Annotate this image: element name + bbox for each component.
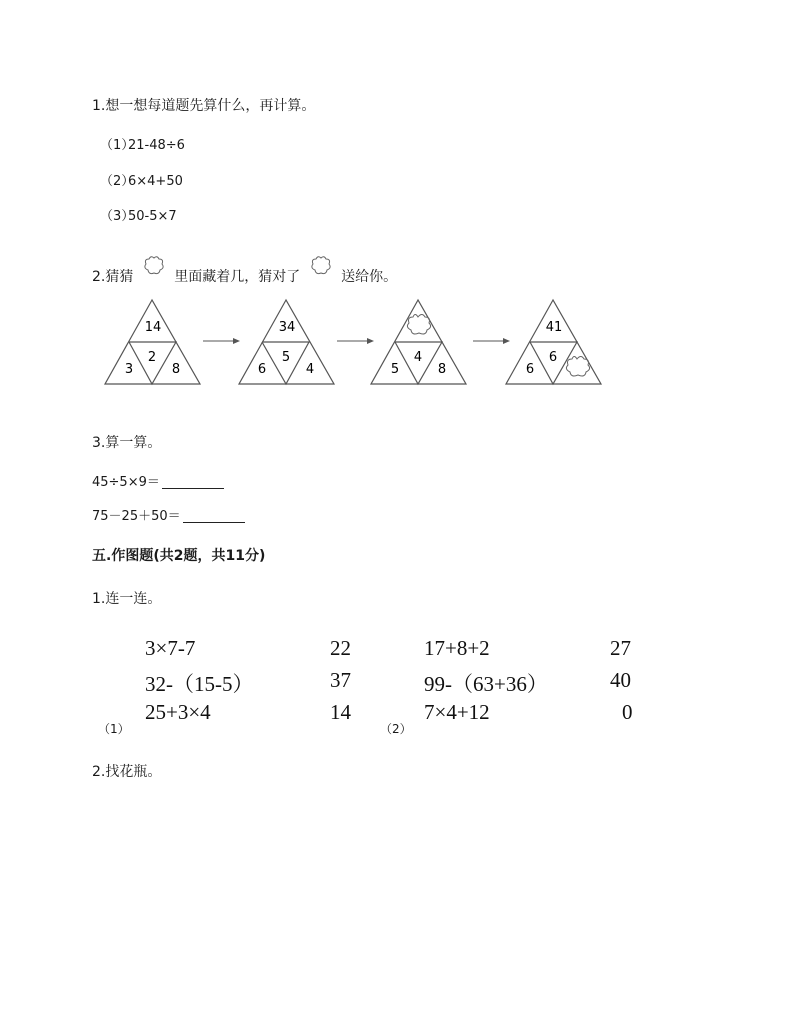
triangle-3-left: 5 bbox=[390, 362, 400, 377]
number-triangle-2 bbox=[239, 300, 334, 384]
q2-title-part-c: 送给你。 bbox=[341, 269, 398, 285]
q3-expr: 75－25＋50＝ bbox=[92, 509, 181, 524]
s5-q1-title: 1.连一连。 bbox=[92, 591, 162, 607]
match-expr[interactable]: 25+3×4 bbox=[145, 700, 211, 724]
q1-item-2 bbox=[100, 170, 183, 189]
q2-title-part-a: 2.猜猜 bbox=[92, 269, 134, 285]
triangle-1-center: 2 bbox=[147, 350, 157, 365]
q1-item-1 bbox=[100, 134, 185, 153]
arrow-icon bbox=[473, 338, 510, 344]
q1-item-expr: 6×4+50 bbox=[128, 174, 183, 189]
q3-line-2 bbox=[92, 505, 245, 524]
q1-item-expr: 50-5×7 bbox=[128, 209, 177, 224]
q2-title bbox=[92, 255, 397, 286]
answer-blank[interactable] bbox=[162, 474, 224, 489]
group-2-label: （2） bbox=[380, 722, 412, 736]
number-triangle-3 bbox=[371, 300, 466, 384]
triangle-puzzle-diagram bbox=[100, 295, 620, 390]
triangle-2-right: 4 bbox=[305, 362, 315, 377]
triangle-2-left: 6 bbox=[257, 362, 267, 377]
q1-item-expr: 21-48÷6 bbox=[128, 138, 185, 153]
q3-expr: 45÷5×9＝ bbox=[92, 475, 160, 490]
section-5-title: 五.作图题(共2题，共11分) bbox=[92, 548, 266, 564]
match-expr[interactable]: 32-（15-5） bbox=[145, 672, 254, 696]
triangle-1-top: 14 bbox=[144, 320, 162, 335]
arrow-icon bbox=[337, 338, 374, 344]
q1-item-label: （3） bbox=[100, 209, 135, 224]
triangle-4-center: 6 bbox=[548, 350, 558, 365]
flower-icon bbox=[566, 357, 589, 377]
match-answer[interactable]: 14 bbox=[330, 700, 351, 724]
triangle-4-top: 41 bbox=[545, 320, 563, 335]
q1-item-label: （1） bbox=[100, 138, 135, 153]
q1-item-3 bbox=[100, 205, 177, 224]
triangle-1-right: 8 bbox=[171, 362, 181, 377]
match-answer[interactable]: 27 bbox=[610, 636, 631, 660]
triangle-2-center: 5 bbox=[281, 350, 291, 365]
q2-title-part-b: 里面藏着几，猜对了 bbox=[174, 269, 301, 285]
flower-icon bbox=[309, 255, 333, 277]
q1-item-label: （2） bbox=[100, 174, 135, 189]
match-answer[interactable]: 37 bbox=[330, 668, 351, 692]
flower-icon bbox=[407, 315, 430, 335]
triangle-3-right: 8 bbox=[437, 362, 447, 377]
match-expr[interactable]: 3×7-7 bbox=[145, 636, 196, 660]
match-expr[interactable]: 17+8+2 bbox=[424, 636, 490, 660]
triangle-4-left: 6 bbox=[525, 362, 535, 377]
s5-q2-title: 2.找花瓶。 bbox=[92, 764, 162, 780]
flower-icon bbox=[142, 255, 166, 277]
group-1-label: （1） bbox=[98, 722, 130, 736]
match-answer[interactable]: 0 bbox=[622, 700, 633, 724]
q3-title: 3.算一算。 bbox=[92, 435, 162, 451]
match-answer[interactable]: 40 bbox=[610, 668, 631, 692]
answer-blank[interactable] bbox=[183, 508, 245, 523]
number-triangle-1 bbox=[105, 300, 200, 384]
triangle-2-top: 34 bbox=[278, 320, 296, 335]
q1-title: 1.想一想每道题先算什么，再计算。 bbox=[92, 98, 316, 114]
arrow-icon bbox=[203, 338, 240, 344]
match-expr[interactable]: 7×4+12 bbox=[424, 700, 490, 724]
triangle-3-center: 4 bbox=[413, 350, 423, 365]
match-expr[interactable]: 99-（63+36） bbox=[424, 672, 548, 696]
triangle-1-left: 3 bbox=[124, 362, 134, 377]
match-answer[interactable]: 22 bbox=[330, 636, 351, 660]
q3-line-1 bbox=[92, 471, 224, 490]
